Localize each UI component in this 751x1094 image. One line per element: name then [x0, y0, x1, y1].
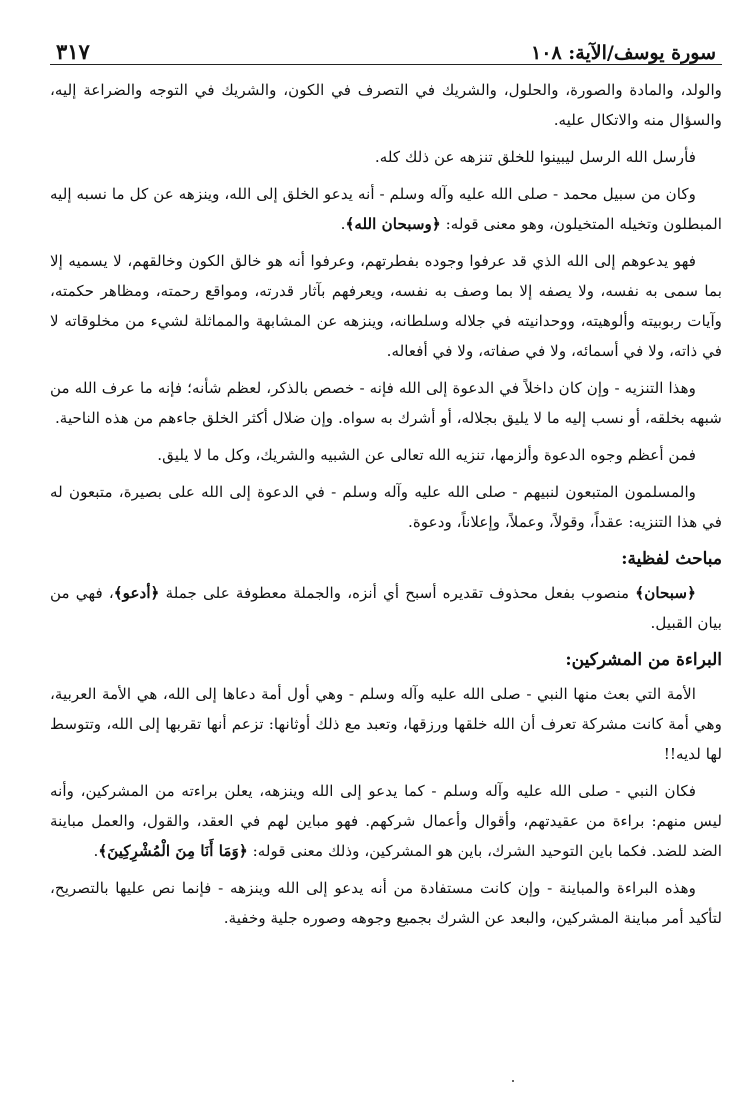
section-heading-lexical: مباحث لفظية: — [621, 549, 722, 569]
page-header — [50, 28, 722, 65]
paragraph-4: فهو يدعوهم إلى الله الذي قد عرفوا وجوده بفطرتهم، وعرفوا أنه هو خالق الكون وخالقهم، لا يسميه إلا بما سمى به نفسه، ولا يصفه إلا بما وصف به نفسه، ويعرفهم بآثار قدرته، ومواقع رحمته، ومظاهر حكمته، وآيات ربوبيته وألوهيته، ووحدانيته في جلاله وسلطانه، وينزهه عن المشابهة والمماثلة لشيء من مخلوقاته لا في ذاته، ولا في أسمائه، ولا في صفاته، ولا في أفعاله. — [50, 252, 722, 360]
quran-quote-mushrikin: ﴿وَمَا أَنَا مِنَ الْمُشْرِكِينَ﴾ — [98, 842, 248, 860]
paragraph-10-text: فكان النبي - صلى الله عليه وآله وسلم - كما يدعو إلى الله وينزهه، يعلن براءته من المشركين، وأنه ليس منهم: براءة من عقيدتهم، وأقوال وأعمال شركهم. فهو مباين لهم في العقد، والقول، والعمل مباينة الضد للضد. فكما باين التوحيد الشرك، باين هو المشركين، وذلك معنى قوله: — [50, 782, 722, 860]
paragraph-5: وهذا التنزيه - وإن كان داخلاً في الدعوة إلى الله فإنه - خصص بالذكر، لعظم شأنه؛ فإنه ما عرف الله من شبهه بخلقه، أو نسب إليه ما لا يليق بجلاله، أو أشرك به سواه. وإن ضلال أكثر الخلق جاءهم من هذه الناحية. — [50, 379, 722, 427]
paragraph-3 — [50, 179, 722, 239]
quran-quote: ﴿وسبحان الله﴾ — [345, 215, 441, 233]
section-heading-baraa: البراءة من المشركين: — [565, 650, 722, 670]
paragraph-8-text: منصوب بفعل محذوف تقديره أسبح أي أنزه، والجملة معطوفة على جملة — [159, 584, 636, 602]
paragraph-3-end: . — [340, 215, 346, 233]
paragraph-8-end: ، فهي من بيان القبيل. — [50, 584, 722, 632]
page-body — [50, 65, 722, 933]
book-page — [50, 28, 722, 1068]
paragraph-10 — [50, 776, 722, 866]
quran-word-adu: ﴿أدعو﴾ — [113, 584, 160, 602]
paragraph-6: فمن أعظم وجوه الدعوة وألزمها، تنزيه الله تعالى عن الشبيه والشريك، وكل ما لا يليق. — [157, 446, 696, 464]
page-number: ٣١٧ — [56, 39, 90, 64]
paragraph-7: والمسلمون المتبعون لنبيهم - صلى الله عليه وآله وسلم - في الدعوة إلى الله على بصيرة، متبعون له في هذا التنزيه: عقداً، وقولاً، وعملاً، وإعلاناً، ودعوة. — [50, 483, 722, 531]
running-title: سورة يوسف/الآية: ١٠٨ — [531, 42, 716, 64]
paragraph-1: والولد، والمادة والصورة، والحلول، والشريك في التصرف في الكون، والشريك في التوجه والضراعة إليه، والسؤال منه والاتكال عليه. — [50, 81, 722, 129]
paragraph-10-end: . — [93, 842, 99, 860]
paragraph-9: الأمة التي بعث منها النبي - صلى الله عليه وآله وسلم - وهي أول أمة دعاها إلى الله، هي الأمة العربية، وهي أمة كانت مشركة تعرف أن الله خلقها ورزقها، وتعبد مع ذلك أوثانها: تزعم أنها تقربها إلى الله، وتتوسط لها لديه!! — [50, 685, 722, 763]
paragraph-11: وهذه البراءة والمباينة - وإن كانت مستفادة من أنه يدعو إلى الله وينزهه - فإنما نص عليها بالتصريح، لتأكيد أمر مباينة المشركين، والبعد عن الشرك بجميع وجوهه وصوره جلية وخفية. — [50, 879, 722, 927]
quran-word-subhan: ﴿سبحان﴾ — [635, 584, 696, 602]
print-speck — [512, 1080, 514, 1082]
paragraph-8 — [50, 578, 722, 638]
paragraph-3-text: وكان من سبيل محمد - صلى الله عليه وآله وسلم - أنه يدعو الخلق إلى الله، وينزهه عن كل ما نسبه إليه المبطلون وتخيله المتخيلون، وهو معنى قوله: — [50, 185, 722, 233]
paragraph-2: فأرسل الله الرسل ليبينوا للخلق تنزهه عن ذلك كله. — [374, 148, 696, 166]
